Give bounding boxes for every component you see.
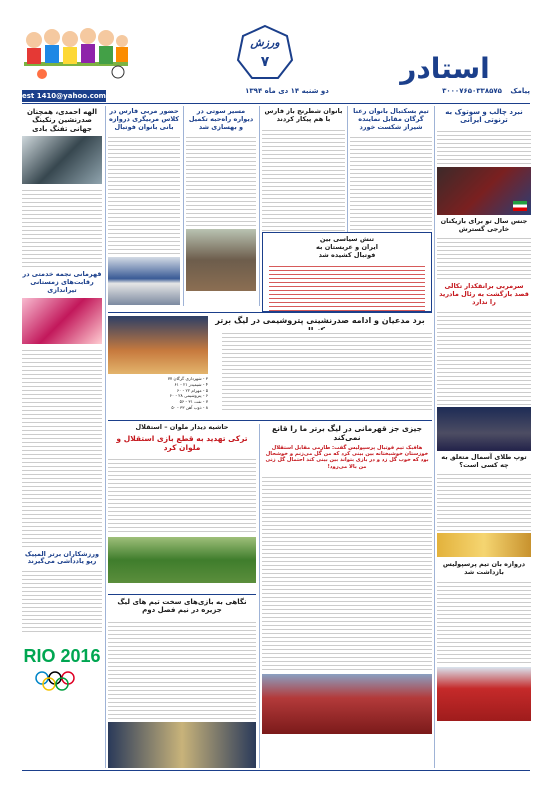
photo-goalkeeper [437,667,531,721]
article-rio-body [22,568,102,634]
article-persepolis-gate-title: دروازه بان تیم پرسپولیس بازداشت شد [442,560,526,577]
basketball-result-row: ۴ - شیمیدر ۲۱ - ۶۱ [174,381,208,387]
issue-date: دو شنبه ۱۴ دی ماه ۱۳۹۴ [245,87,329,95]
article-foreign-coach-body [437,235,531,279]
photo-shooter [22,136,102,184]
photo-taekwondo [22,298,102,344]
article-league-sub: هافبک تیم فوتبال پرسپولیس گفت: طارمی مقابل استقلال خوزستان خوشبختانه بین بینی کرد که من گل می‌زنم و خوشحال بود که خوب گل زد و در بازی بتواند بین بینی کند احتمال گل زنی من بالا می‌رود! [265,445,429,470]
article-shooter-body [22,187,102,267]
photo-basketball [108,316,208,374]
article-derby-sub: ترکی تهدید به قطع بازی استقلال و ملوان کرد [116,433,248,452]
photo-mourinho [437,407,531,451]
article-basketball-title: برد مدعیان و ادامه صدرنشینی پتروشیمی در لیگ برتر [215,316,425,325]
masthead [0,0,550,112]
sms-number: ۳۰۰۰۷۶۵۰۳۳۸۵۷۵ [442,87,502,95]
basketball-result-row: ۶ - پتروشیمی ۲۸ - ۶۰ [169,393,208,399]
article-mourinho-body [437,471,531,531]
article-cup [108,598,256,768]
photo-golden-ball [437,533,531,557]
column-left [22,106,102,768]
newspaper-logo: استادر [362,56,528,84]
article-derby [108,424,256,592]
email-bar [22,90,106,102]
photo-academy [108,257,180,305]
divider-1 [434,106,435,768]
divider-5 [105,106,106,768]
rio-text: RIO 2016 [23,646,101,667]
basketball-result-row: ۸ - ذوب آهن ۳۳ - ۵۰ [171,404,208,410]
column-right [437,106,531,768]
article-suarez-title: نبرد چالب و سوتوک به ترنوتی ایرانی [445,108,523,125]
sms-line [370,87,530,99]
article-rio-title: ورزشکاران برتر المپیک ریو یاد‌داشی می‌گیرند [24,549,100,566]
article-shooter-title: الهه احمدی، همچنان صدرنشین رنکینگ جهانی تفنگ بادی [26,108,98,133]
col4-top [186,106,256,306]
photo-league-player [262,674,432,734]
article-pars-jonoubi-title: تیم بسکتبال بانوان رعنا گرگان مقابل نماینده شیراز شکست خورد [353,107,429,131]
divider-4 [183,106,184,306]
article-chess-body [262,127,345,235]
col5-top [108,106,180,306]
masthead-rule [22,103,530,104]
basketball-result-row: ۷ - نفت ۳۱ - ۵۶ [179,399,208,405]
article-mourinho-title: توپ طلای آسمال متعلق به چه کسی است؟ [441,452,527,469]
article-derby-title: حاشیه دیدار ملوان – استقلال [135,423,229,431]
band-rule-cup [108,594,256,595]
kids-illustration [22,22,130,84]
issue-badge-label: ورزش [250,36,280,49]
article-friendly-title: تنش سیاسی بین ایران و عربستان به فوتبال کشیده شد [316,235,378,259]
article-mystery-title: سرمربی برانقکدار تکالی قصد بازگشت به رئال مادرید را ندارد [439,282,529,306]
band-rule-mid [108,420,432,421]
article-friendly-body [269,263,425,311]
page-number: ۷ [260,54,270,70]
photo-cup-players [108,722,256,768]
article-league-body [262,474,432,670]
article-chess-title: بانوان شطرنج باز فارس با هم پیکار کردند [264,107,343,123]
divider-6 [259,424,260,768]
article-taekwondo-title: قهرمانی نجمه خدمتی در رقابت‌های زمستانی تیراندازی [22,270,102,294]
photo-mountain-trees [186,229,256,291]
article-suarez-body [437,128,531,164]
article-basketball-body [222,330,432,410]
basketball-results [108,376,208,412]
article-mountain-title: مسیر سوتی در دیواره راه‌حبه تکمیل و بهسازی شد [188,107,254,131]
article-derby-body [108,456,256,534]
article-cup-body [108,619,256,719]
article-mystery-body [437,309,531,405]
article-foreign-coach-title: جنس سال تو برای بازیکنان خارجی گسترش [440,216,528,233]
article-cup-title: نگاهی به بازی‌های سخت تیم های لیگ جزیره در نیم فصل دوم [117,598,247,615]
article-league-title: جیزی جز قهرمانی در لیگ برتر ما را قانع نمی‌کند [271,424,423,442]
band-rule-top [108,312,432,313]
basketball-result-row: ۳ - شهرداری گرگان ۷۷ [167,376,208,381]
article-taekwondo-body [22,347,102,547]
article-woman-coach-title: حضور مربی فارس در کلاس مربیگری دروازه بانی بانوان فوتبال [108,107,180,131]
article-woman-coach-body [108,134,180,254]
email-address: est 1410@yahoo.com [22,92,106,100]
basketball-section [108,316,432,416]
basketball-result-row: ۵ - مهرام ۲۲ - ۶۰ [176,387,208,393]
footer-rule [22,770,530,771]
article-league [262,424,432,768]
article-mountain-body [186,134,256,226]
issue-badge [236,24,294,82]
photo-fans [437,167,531,215]
olympics-logo [22,638,102,694]
photo-derby [108,537,256,583]
article-persepolis-gate-body [437,579,531,665]
article-friendly-box [262,232,432,312]
sms-label: پیامک [510,87,530,95]
divider-3 [259,106,260,306]
